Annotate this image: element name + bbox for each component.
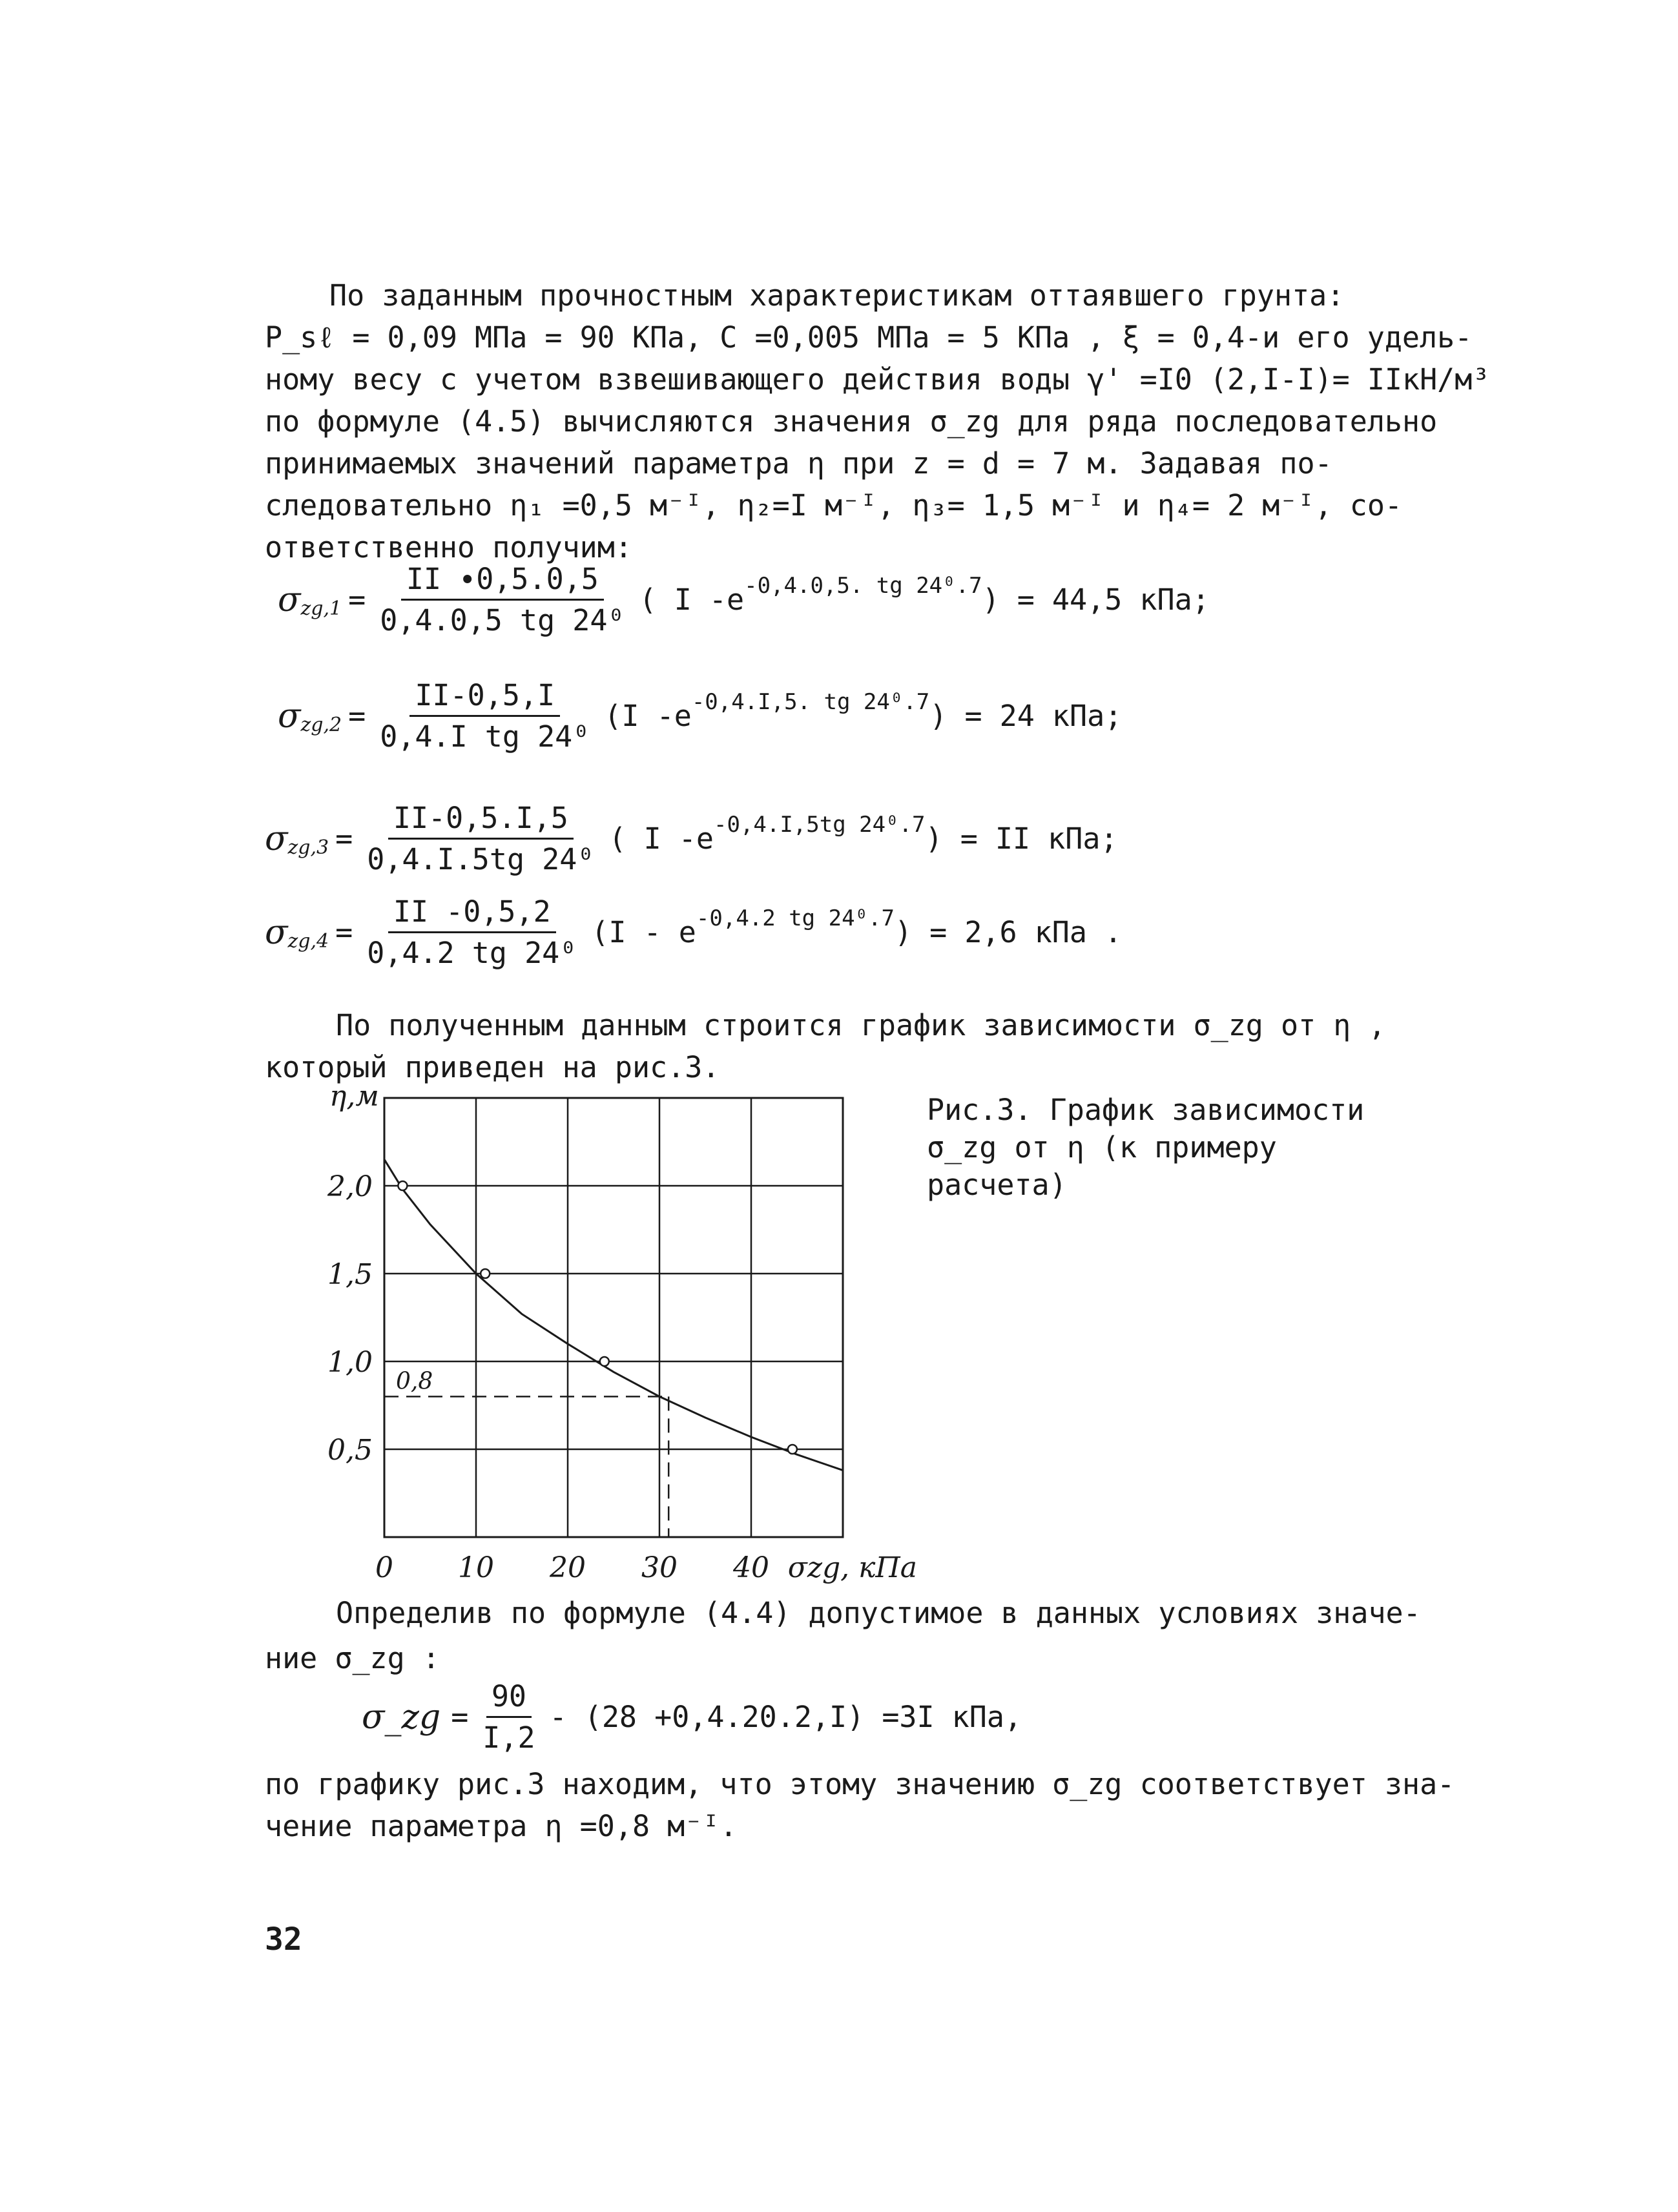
exponent: -0,4.I,5. tg 24⁰.7 (691, 688, 930, 715)
data-point (788, 1445, 797, 1454)
numerator: II-0,5.I,5 (388, 801, 574, 840)
data-point (600, 1357, 609, 1366)
y-tick-label: 1,5 (327, 1258, 373, 1291)
sigma-subscript: zg,1 (300, 597, 342, 620)
page-number: 32 (265, 1921, 302, 1958)
sigma-symbol: σ (265, 819, 288, 858)
formula-result: ) = 2,6 кПа . (894, 915, 1123, 949)
sigma-symbol: σ (278, 696, 301, 736)
formula-rest: - (28 +0,4.20.2,I) =3I кПа, (549, 1700, 1022, 1734)
sigma-subscript: zg,3 (287, 836, 329, 859)
y-tick-label: 1,0 (327, 1346, 373, 1379)
text-line: P_sℓ = 0,09 МПа = 90 КПа, С =0,005 МПа = 5 КПа , ξ = 0,4-и его удель- (265, 320, 1473, 355)
dependency-chart (304, 1079, 988, 1608)
x-tick-label: 40 (733, 1551, 769, 1584)
data-point (481, 1269, 490, 1278)
text-line: принимаемых значений параметра η при z = d = 7 м. Задавая по- (265, 446, 1332, 481)
x-tick-label: 20 (550, 1551, 586, 1584)
sigma-subscript: zg,4 (287, 930, 329, 953)
formula-result: ) = II кПа; (925, 822, 1118, 856)
formula-sigma-3: σ zg,3 = $\frac{II-0,5.I,5}{\text{0,4.I.5tg 24⁰}}$ ( I -е -0,4.I,5tg 24⁰.7 ) = II кПа; (265, 801, 1118, 876)
formula-allowable (362, 1679, 1022, 1755)
numerator: 90 (486, 1679, 532, 1718)
fraction (477, 1679, 540, 1755)
plot-frame (384, 1098, 843, 1537)
figure-caption: Рис.3. График зависимости σ_zg от η (к примеру расчета) (927, 1093, 1365, 1202)
numerator: II ∙0,5.0,5 (401, 562, 604, 601)
text-line: по формуле (4.5) вычисляются значения σ_zg для ряда последовательно (265, 404, 1438, 439)
sigma-symbol: σ (265, 913, 288, 952)
denominator: 0,4.2 tg 24⁰ (367, 936, 577, 970)
text-line: ние σ_zg : (265, 1641, 440, 1675)
equals-sign: = (451, 1700, 469, 1734)
x-tick-label: 30 (641, 1551, 678, 1584)
x-tick-label: 10 (458, 1551, 494, 1584)
formula-sigma-2: σ zg,2 = $\frac{II-0,5,I}{\text{0,4.I tg 24⁰}}$ (I -е -0,4.I,5. tg 24⁰.7 ) = 24 кПа; (278, 678, 1123, 754)
y-tick-label: 2,0 (327, 1170, 373, 1203)
formula-sigma-1: σ zg,1 = $\frac{II \cdot 0,5.0,5}{\text{0,4.0,5 tg 24⁰}}$ ( I -е -0,4.0,5. tg 24⁰.7 ) = 44,5 кПа; (278, 562, 1210, 637)
formula-middle: ( I -е (608, 822, 714, 856)
text-line: по графику рис.3 находим, что этому значению σ_zg соответствует зна- (265, 1767, 1455, 1801)
denominator: 0,4.I tg 24⁰ (380, 719, 590, 754)
exponent: -0,4.I,5tg 24⁰.7 (714, 811, 926, 838)
y-axis-label: η,м (329, 1080, 379, 1113)
denominator: 0,4.0,5 tg 24⁰ (380, 603, 625, 637)
data-curve (384, 1159, 843, 1470)
sigma-symbol: σ_zg (362, 1697, 441, 1737)
text-line: следовательно η₁ =0,5 м⁻ᴵ, η₂=I м⁻ᴵ, η₃= 1,5 м⁻ᴵ и η₄= 2 м⁻ᴵ, со- (265, 488, 1402, 522)
exponent: -0,4.2 tg 24⁰.7 (696, 905, 895, 931)
data-point (398, 1181, 407, 1190)
formula-middle: (I -е (604, 699, 692, 733)
text-line: ответственно получим: (265, 530, 632, 564)
text-line: Определив по формуле (4.4) допустимое в данных условиях значе- (336, 1596, 1421, 1630)
y-tick-label: 0,5 (327, 1434, 373, 1467)
numerator: II -0,5,2 (388, 894, 556, 933)
formula-result: ) = 44,5 кПа; (982, 583, 1210, 617)
formula-result: ) = 24 кПа; (929, 699, 1123, 733)
formula-sigma-4: σ zg,4 = $\frac{II -0,5,2}{\text{0,4.2 tg 24⁰}}$ (I - е -0,4.2 tg 24⁰.7 ) = 2,6 кПа . (265, 894, 1123, 970)
fraction (375, 562, 630, 637)
denominator: I,2 (482, 1721, 535, 1755)
text-line: чение параметра η =0,8 м⁻ᴵ. (265, 1809, 738, 1843)
fraction (375, 678, 595, 754)
x-axis-label: σzg, кПа (787, 1551, 918, 1584)
text-line: ному весу с учетом взвешивающего действия воды γ' =I0 (2,I-I)= IIкН/м³ (265, 362, 1490, 397)
x-tick-label: 0 (375, 1551, 393, 1584)
sigma-symbol: σ (278, 580, 301, 619)
fraction (362, 801, 599, 876)
denominator: 0,4.I.5tg 24⁰ (367, 842, 595, 876)
sigma-subscript: zg,2 (300, 714, 342, 736)
text-line: По полученным данным строится график зависимости σ_zg от η , (336, 1008, 1386, 1042)
text-line: По заданным прочностным характеристикам оттаявшего грунта: (329, 278, 1345, 313)
numerator: II-0,5,I (409, 678, 560, 717)
text-line: который приведен на рис.3. (265, 1050, 720, 1084)
formula-middle: (I - е (591, 915, 696, 949)
annotation-label: 0,8 (396, 1368, 433, 1395)
exponent: -0,4.0,5. tg 24⁰.7 (744, 572, 982, 599)
fraction (362, 894, 582, 970)
formula-middle: ( I -е (639, 583, 745, 617)
